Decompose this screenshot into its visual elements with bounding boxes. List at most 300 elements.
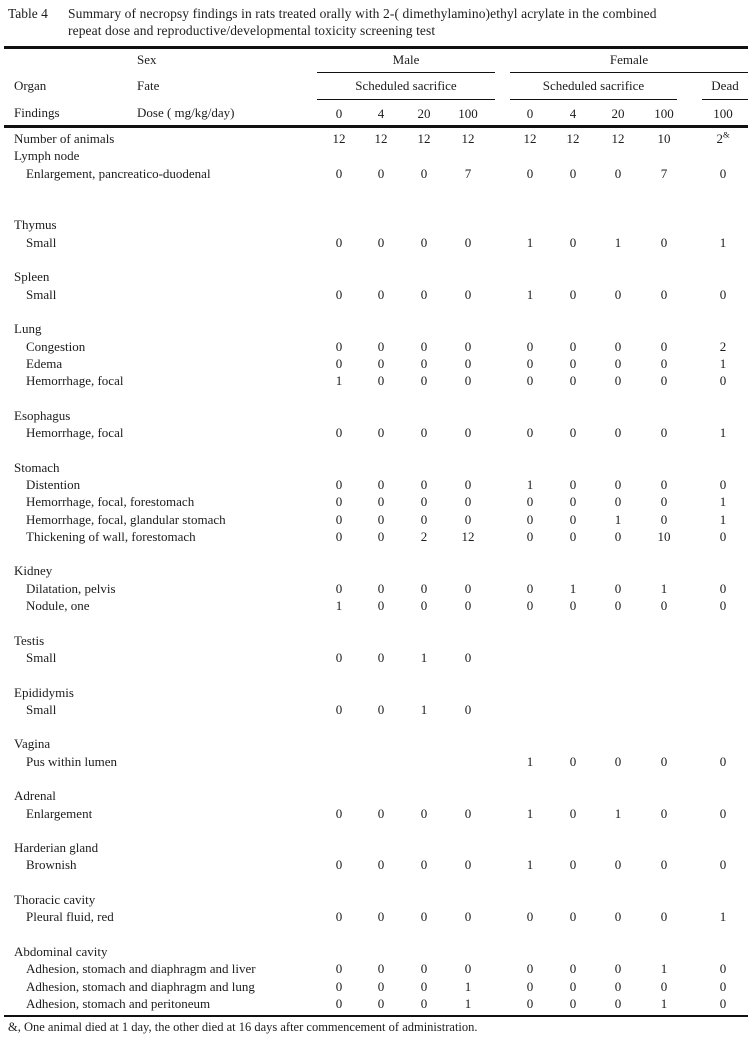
- organ-label: Kidney: [14, 563, 53, 579]
- value-cell: 0: [377, 961, 385, 977]
- finding-row: [0, 424, 750, 441]
- organ-label: Lymph node: [14, 148, 80, 164]
- value-cell: 0: [614, 857, 622, 873]
- finding-label: Small: [26, 649, 57, 665]
- value-cell: 0: [526, 338, 534, 354]
- value-cell: 1: [526, 805, 534, 821]
- finding-row: [0, 511, 750, 528]
- value-cell: 1: [719, 511, 727, 527]
- value-cell: 0: [464, 494, 472, 510]
- value-cell: 0: [377, 598, 385, 614]
- table-top-rule: [4, 46, 748, 49]
- value-cell: 0: [377, 425, 385, 441]
- value-cell: 0: [377, 234, 385, 250]
- value-cell: 0: [335, 580, 343, 596]
- organ-label: Esophagus: [14, 407, 71, 423]
- spacer-row: [0, 182, 750, 217]
- finding-label: Adhesion, stomach and peritoneum: [26, 995, 211, 1011]
- value-cell: 0: [526, 494, 534, 510]
- value-cell: 0: [614, 580, 622, 596]
- value-cell: 0: [614, 494, 622, 510]
- value-cell: 2&: [716, 129, 730, 146]
- value-cell: 0: [420, 995, 428, 1011]
- spacer-row: [0, 666, 750, 683]
- value-cell: 2: [719, 338, 727, 354]
- organ-label: Epididymis: [14, 684, 74, 700]
- value-cell: 0: [569, 961, 577, 977]
- value-cell: 0: [335, 165, 343, 181]
- finding-row: [0, 338, 750, 355]
- value-cell: 0: [660, 805, 668, 821]
- value-cell: 0: [660, 355, 668, 371]
- value-cell: 0: [569, 373, 577, 389]
- value-cell: 0: [420, 234, 428, 250]
- value-cell: 0: [719, 476, 727, 492]
- finding-row: [0, 286, 750, 303]
- value-cell: 1: [335, 373, 343, 389]
- value-cell: 0: [464, 425, 472, 441]
- header-dead-label: Dead: [711, 78, 739, 93]
- value-cell: 0: [569, 425, 577, 441]
- finding-row: [0, 476, 750, 493]
- organ-group-row: [0, 216, 750, 233]
- value-cell: 0: [377, 995, 385, 1011]
- value-cell: 0: [377, 805, 385, 821]
- necropsy-table-body: [0, 130, 750, 1012]
- finding-label: Brownish: [26, 857, 77, 873]
- finding-row: [0, 908, 750, 925]
- finding-label: Adhesion, stomach and diaphragm and lung: [26, 978, 255, 994]
- finding-label: Hemorrhage, focal: [26, 373, 124, 389]
- value-cell: 0: [569, 528, 577, 544]
- dose-tick: 100: [713, 106, 733, 121]
- value-cell: 12: [417, 131, 431, 146]
- value-cell: 0: [335, 494, 343, 510]
- spacer-row: [0, 303, 750, 320]
- value-cell: 1: [719, 494, 727, 510]
- table-title-line1: Summary of necropsy findings in rats treated orally with 2-( dimethylamino)ethyl acrylate in the combined: [68, 6, 657, 21]
- value-cell: 0: [569, 165, 577, 181]
- value-cell: 1: [660, 995, 668, 1011]
- value-cell: 1: [335, 598, 343, 614]
- dose-tick: 4: [377, 106, 385, 121]
- value-cell: 0: [660, 494, 668, 510]
- organ-label: Testis: [14, 632, 45, 648]
- value-cell: 12: [611, 131, 625, 146]
- value-cell: 0: [377, 649, 385, 665]
- finding-label: Hemorrhage, focal, glandular stomach: [26, 511, 226, 527]
- value-cell: 0: [569, 338, 577, 354]
- value-cell: 0: [335, 805, 343, 821]
- value-cell: 0: [526, 355, 534, 371]
- value-cell: 0: [569, 234, 577, 250]
- value-cell: 0: [377, 511, 385, 527]
- value-cell: 0: [377, 909, 385, 925]
- spacer-row: [0, 441, 750, 458]
- header-female-fate-label: Scheduled sacrifice: [542, 78, 645, 93]
- finding-row: [0, 701, 750, 718]
- header-fate-label: Fate: [137, 78, 160, 93]
- value-cell: 0: [464, 701, 472, 717]
- value-cell: 0: [719, 961, 727, 977]
- value-cell: 0: [420, 355, 428, 371]
- value-cell: 0: [569, 286, 577, 302]
- value-cell: 0: [464, 338, 472, 354]
- value-cell: 0: [377, 338, 385, 354]
- value-cell: 7: [464, 165, 472, 181]
- organ-group-row: [0, 147, 750, 164]
- value-cell: 0: [526, 580, 534, 596]
- value-cell: 0: [614, 165, 622, 181]
- value-cell: 0: [569, 978, 577, 994]
- value-cell: 0: [420, 580, 428, 596]
- value-cell: 0: [660, 857, 668, 873]
- value-cell: 1: [660, 580, 668, 596]
- finding-row: [0, 493, 750, 510]
- value-cell: 0: [464, 580, 472, 596]
- value-cell: 0: [614, 355, 622, 371]
- dose-tick: 20: [611, 106, 625, 121]
- organ-label: Thymus: [14, 217, 57, 233]
- value-cell: 0: [660, 511, 668, 527]
- organ-group-row: [0, 268, 750, 285]
- value-cell: 0: [660, 338, 668, 354]
- value-cell: 0: [464, 805, 472, 821]
- finding-row: [0, 995, 750, 1012]
- value-cell: 12: [332, 131, 346, 146]
- value-cell: 0: [335, 528, 343, 544]
- finding-label: Enlargement: [26, 805, 93, 821]
- value-cell: 0: [614, 909, 622, 925]
- header-dose-label: Dose ( mg/kg/day): [137, 105, 235, 120]
- organ-label: Lung: [14, 321, 42, 337]
- value-cell: 0: [569, 753, 577, 769]
- finding-label: Hemorrhage, focal, forestomach: [26, 494, 195, 510]
- value-cell: 0: [420, 805, 428, 821]
- value-cell: 0: [420, 978, 428, 994]
- finding-row: [0, 978, 750, 995]
- finding-label: Small: [26, 286, 57, 302]
- value-cell: 0: [335, 234, 343, 250]
- header-male-label: Male: [392, 52, 420, 67]
- value-cell: 0: [464, 234, 472, 250]
- value-cell: 0: [335, 961, 343, 977]
- finding-label: Hemorrhage, focal: [26, 425, 124, 441]
- spacer-row: [0, 770, 750, 787]
- value-cell: 1: [526, 286, 534, 302]
- value-cell: 1: [526, 234, 534, 250]
- finding-label: Pleural fluid, red: [26, 909, 114, 925]
- finding-row: [0, 165, 750, 182]
- value-cell: 0: [420, 425, 428, 441]
- value-cell: 0: [526, 598, 534, 614]
- value-cell: 0: [335, 338, 343, 354]
- value-cell: 0: [335, 701, 343, 717]
- value-cell: 0: [569, 995, 577, 1011]
- male-sacrifice-underline: [317, 99, 495, 100]
- value-cell: 0: [526, 425, 534, 441]
- value-cell: 0: [719, 857, 727, 873]
- value-cell: 0: [377, 494, 385, 510]
- value-cell: 0: [420, 494, 428, 510]
- value-cell: 0: [464, 373, 472, 389]
- table-caption: [8, 5, 744, 39]
- organ-label: Adrenal: [14, 788, 56, 804]
- value-cell: 0: [526, 978, 534, 994]
- value-cell: 0: [377, 978, 385, 994]
- table-title-line2: repeat dose and reproductive/developmental toxicity screening test: [68, 23, 436, 38]
- finding-row: [0, 372, 750, 389]
- spacer-row: [0, 926, 750, 943]
- finding-row: [0, 355, 750, 372]
- organ-group-row: [0, 407, 750, 424]
- value-cell: 0: [569, 511, 577, 527]
- value-cell: 0: [464, 909, 472, 925]
- value-cell: 1: [464, 995, 472, 1011]
- finding-label: Adhesion, stomach and diaphragm and liver: [26, 961, 256, 977]
- value-cell: 0: [614, 528, 622, 544]
- value-cell: 0: [335, 978, 343, 994]
- value-cell: 0: [614, 286, 622, 302]
- value-cell: 0: [335, 649, 343, 665]
- value-cell: 0: [660, 598, 668, 614]
- value-cell: 0: [335, 995, 343, 1011]
- value-cell: 1: [614, 511, 622, 527]
- value-cell: 0: [569, 355, 577, 371]
- value-cell: 12: [461, 131, 475, 146]
- finding-row: [0, 130, 750, 147]
- value-cell: 0: [335, 425, 343, 441]
- header-female-label: Female: [609, 52, 649, 67]
- value-cell: 0: [719, 995, 727, 1011]
- value-cell: 0: [464, 355, 472, 371]
- organ-group-row: [0, 684, 750, 701]
- value-cell: 0: [719, 753, 727, 769]
- finding-row: [0, 580, 750, 597]
- organ-label: Spleen: [14, 269, 50, 285]
- value-cell: 0: [719, 978, 727, 994]
- value-cell: 12: [566, 131, 580, 146]
- finding-label: Small: [26, 701, 57, 717]
- value-cell: 0: [377, 165, 385, 181]
- finding-label: Nodule, one: [26, 598, 90, 614]
- value-cell: 1: [526, 857, 534, 873]
- value-cell: 2: [420, 528, 428, 544]
- organ-group-row: [0, 735, 750, 752]
- value-cell: 0: [660, 286, 668, 302]
- value-cell: 0: [614, 961, 622, 977]
- organ-group-row: [0, 943, 750, 960]
- finding-row: [0, 856, 750, 873]
- value-cell: 0: [526, 511, 534, 527]
- header-male-fate-label: Scheduled sacrifice: [355, 78, 457, 93]
- value-cell: 0: [377, 355, 385, 371]
- dose-tick: 4: [569, 106, 577, 121]
- dose-tick: 100: [458, 106, 478, 121]
- value-cell: 0: [420, 165, 428, 181]
- finding-row: [0, 805, 750, 822]
- value-cell: 0: [660, 425, 668, 441]
- finding-row: [0, 597, 750, 614]
- value-cell: 1: [719, 909, 727, 925]
- value-cell: 0: [569, 494, 577, 510]
- value-cell: 0: [719, 805, 727, 821]
- value-cell: 0: [569, 476, 577, 492]
- dose-tick: 100: [654, 106, 674, 121]
- value-cell: 0: [614, 373, 622, 389]
- value-cell: 0: [377, 857, 385, 873]
- value-cell: 0: [660, 909, 668, 925]
- value-cell: 12: [461, 528, 475, 544]
- finding-row: [0, 960, 750, 977]
- organ-group-row: [0, 320, 750, 337]
- value-cell: 0: [614, 598, 622, 614]
- value-cell: 0: [719, 598, 727, 614]
- organ-group-row: [0, 459, 750, 476]
- male-underline: [317, 72, 495, 73]
- value-cell: 1: [526, 476, 534, 492]
- finding-row: [0, 753, 750, 770]
- value-cell: 0: [420, 338, 428, 354]
- value-cell: 0: [420, 476, 428, 492]
- organ-group-row: [0, 891, 750, 908]
- organ-group-row: [0, 562, 750, 579]
- value-cell: 0: [335, 857, 343, 873]
- header-organ-label: Organ: [14, 78, 47, 93]
- table-title: [68, 5, 744, 39]
- value-cell: 0: [420, 373, 428, 389]
- spacer-row: [0, 822, 750, 839]
- value-cell: 0: [420, 909, 428, 925]
- value-cell: 0: [335, 286, 343, 302]
- spacer-row: [0, 614, 750, 631]
- value-cell: 0: [377, 286, 385, 302]
- spacer-row: [0, 389, 750, 406]
- value-cell: 0: [719, 165, 727, 181]
- value-cell: 1: [614, 805, 622, 821]
- value-cell: 1: [614, 234, 622, 250]
- value-cell: 0: [569, 857, 577, 873]
- value-cell: 0: [464, 476, 472, 492]
- value-cell: 0: [614, 753, 622, 769]
- finding-label: Distention: [26, 476, 81, 492]
- finding-row: [0, 649, 750, 666]
- finding-label: Thickening of wall, forestomach: [26, 528, 196, 544]
- value-cell: 0: [377, 580, 385, 596]
- value-cell: 0: [464, 961, 472, 977]
- value-cell: 0: [526, 528, 534, 544]
- value-cell: 0: [335, 476, 343, 492]
- finding-label: Edema: [26, 355, 63, 371]
- value-cell: 0: [464, 598, 472, 614]
- header-findings-label: Findings: [14, 105, 60, 120]
- value-cell: 1: [464, 978, 472, 994]
- table-number: Table 4: [8, 6, 48, 21]
- header-bottom-rule: [4, 125, 748, 128]
- organ-group-row: [0, 839, 750, 856]
- value-cell: 0: [569, 805, 577, 821]
- value-cell: 10: [657, 131, 671, 146]
- value-cell: 0: [420, 598, 428, 614]
- value-cell: 0: [464, 649, 472, 665]
- value-cell: 0: [464, 511, 472, 527]
- organ-group-row: [0, 632, 750, 649]
- value-cell: 0: [660, 978, 668, 994]
- finding-row: [0, 528, 750, 545]
- table-footnote: &, One animal died at 1 day, the other died at 16 days after commencement of administration.: [8, 1020, 478, 1034]
- finding-label: Small: [26, 234, 57, 250]
- finding-label: Pus within lumen: [26, 753, 118, 769]
- value-cell: 10: [657, 528, 671, 544]
- value-cell: 0: [614, 995, 622, 1011]
- dose-tick: 20: [417, 106, 431, 121]
- finding-label: Enlargement, pancreatico-duodenal: [26, 165, 211, 181]
- organ-label: Abdominal cavity: [14, 943, 108, 959]
- footnote-marker: &: [722, 129, 730, 140]
- value-cell: 1: [569, 580, 577, 596]
- spacer-row: [0, 874, 750, 891]
- value-cell: 0: [464, 857, 472, 873]
- finding-label: Dilatation, pelvis: [26, 580, 116, 596]
- value-cell: 0: [526, 909, 534, 925]
- spacer-row: [0, 251, 750, 268]
- dose-tick: 0: [526, 106, 534, 121]
- value-cell: 0: [335, 355, 343, 371]
- value-cell: 0: [569, 909, 577, 925]
- value-cell: 0: [377, 476, 385, 492]
- value-cell: 0: [464, 286, 472, 302]
- value-cell: 0: [526, 373, 534, 389]
- value-cell: 12: [374, 131, 388, 146]
- value-cell: 0: [569, 598, 577, 614]
- table-bottom-rule: [4, 1015, 748, 1018]
- value-cell: 7: [660, 165, 668, 181]
- organ-label: Harderian gland: [14, 840, 99, 856]
- value-cell: 0: [526, 961, 534, 977]
- organ-group-row: [0, 787, 750, 804]
- value-cell: 0: [719, 286, 727, 302]
- value-cell: 0: [660, 234, 668, 250]
- value-cell: 0: [420, 286, 428, 302]
- value-cell: 0: [526, 165, 534, 181]
- value-cell: 0: [660, 753, 668, 769]
- value-cell: 0: [719, 373, 727, 389]
- dead-underline: [702, 99, 748, 100]
- value-cell: 0: [660, 373, 668, 389]
- value-cell: 1: [660, 961, 668, 977]
- dose-tick: 0: [335, 106, 343, 121]
- value-cell: 0: [335, 511, 343, 527]
- finding-row: [0, 234, 750, 251]
- value-cell: 1: [719, 234, 727, 250]
- value-cell: 12: [523, 131, 537, 146]
- value-cell: 0: [614, 338, 622, 354]
- finding-label: Congestion: [26, 338, 86, 354]
- header-sex-label: Sex: [137, 52, 157, 67]
- value-cell: 0: [377, 528, 385, 544]
- value-cell: 0: [335, 909, 343, 925]
- value-cell: 0: [377, 373, 385, 389]
- female-sacrifice-underline: [510, 99, 677, 100]
- organ-label: Thoracic cavity: [14, 892, 96, 908]
- value-cell: 0: [420, 857, 428, 873]
- organ-label: Vagina: [14, 736, 51, 752]
- value-cell: 1: [420, 701, 428, 717]
- value-cell: 1: [719, 355, 727, 371]
- value-cell: 0: [377, 701, 385, 717]
- spacer-row: [0, 718, 750, 735]
- value-cell: 0: [719, 528, 727, 544]
